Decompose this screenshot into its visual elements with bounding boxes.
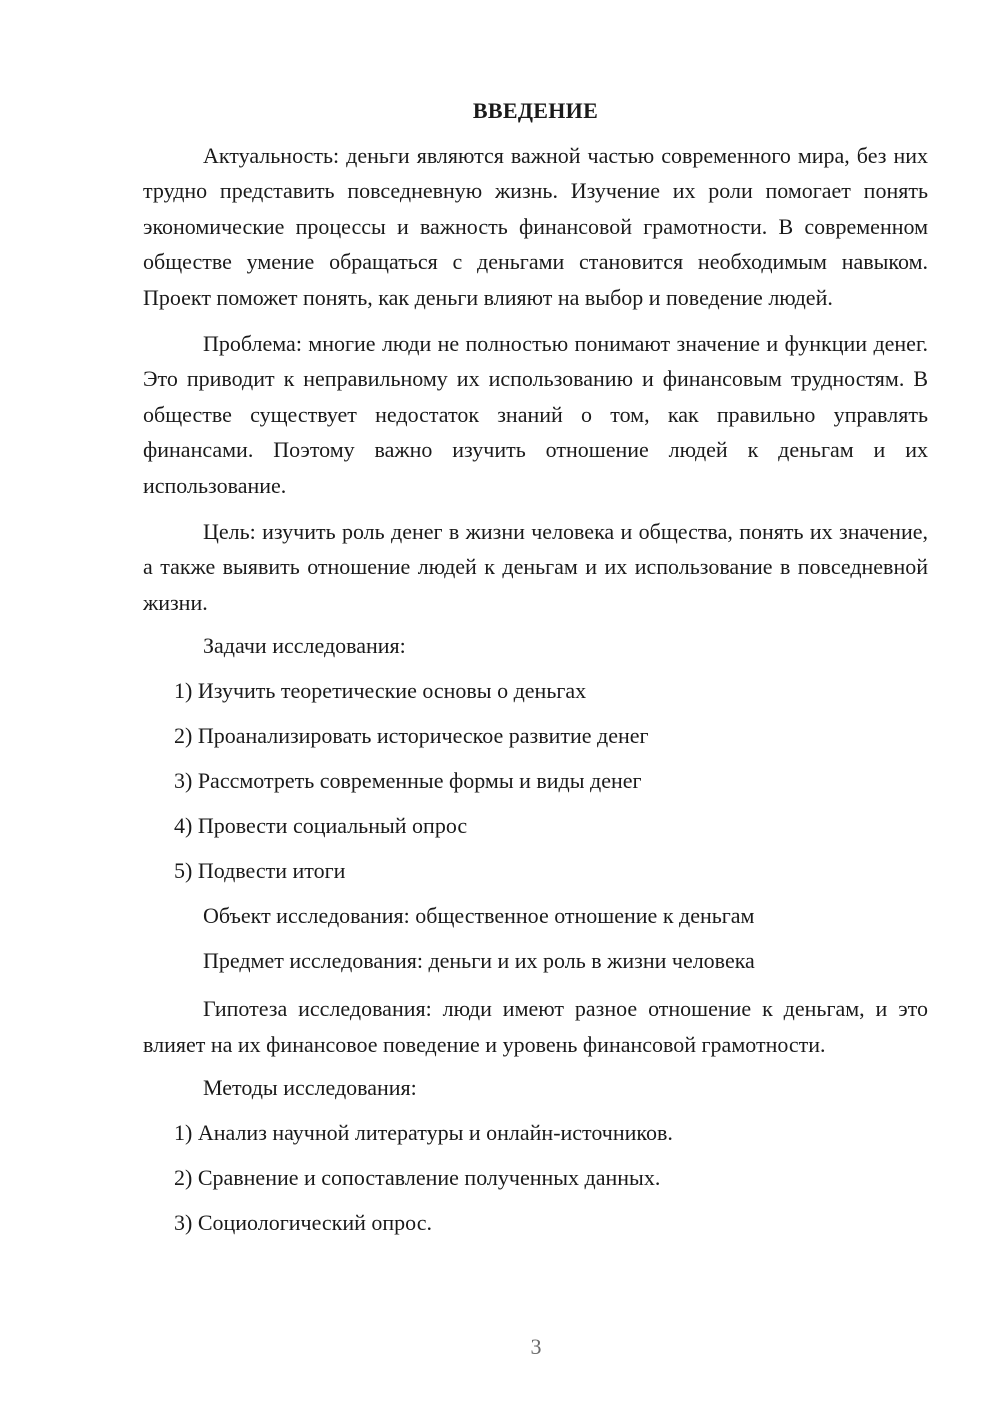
relevance-paragraph: Актуальность: деньги являются важной частью современного мира, без них трудно представить повседневную жизнь. Изучение их роли помогает понять экономические процессы и важность финансовой грамотности. В современном обществе умение обращаться с деньгами становится необходимым навыком. Проект поможет понять, как деньги влияют на выбор и поведение людей. xyxy=(143,143,928,310)
task-item: 4) Провести социальный опрос xyxy=(174,813,468,839)
page-title: ВВЕДЕНИЕ xyxy=(472,98,599,123)
method-item: 2) Сравнение и сопоставление полученных данных. xyxy=(174,1165,661,1191)
hypothesis-paragraph: Гипотеза исследования: люди имеют разное отношение к деньгам, и это влияет на их финансовое поведение и уровень финансовой грамотности. xyxy=(143,996,928,1057)
methods-heading: Методы исследования: xyxy=(203,1075,417,1101)
goal-paragraph: Цель: изучить роль денег в жизни человека и общества, понять их значение, а также выявить отношение людей к деньгам и их использование в повседневной жизни. xyxy=(143,519,928,615)
research-subject: Предмет исследования: деньги и их роль в жизни человека xyxy=(203,948,755,974)
tasks-heading: Задачи исследования: xyxy=(203,633,406,659)
task-item: 5) Подвести итоги xyxy=(174,858,346,884)
page-content xyxy=(143,96,928,1253)
problem-paragraph: Проблема: многие люди не полностью понимают значение и функции денег. Это приводит к неправильному их использованию и финансовым трудностям. В обществе существует недостаток знаний о том, как правильно управлять финансами. Поэтому важно изучить отношение людей к деньгам и их использование. xyxy=(143,331,928,498)
task-item: 1) Изучить теоретические основы о деньгах xyxy=(174,678,587,704)
task-item: 3) Рассмотреть современные формы и виды денег xyxy=(174,768,642,794)
method-item: 1) Анализ научной литературы и онлайн-источников. xyxy=(174,1120,673,1146)
task-item: 2) Проанализировать историческое развитие денег xyxy=(174,723,649,749)
method-item: 3) Социологический опрос. xyxy=(174,1210,432,1236)
page-number: 3 xyxy=(530,1334,542,1359)
research-object: Объект исследования: общественное отношение к деньгам xyxy=(203,903,755,929)
